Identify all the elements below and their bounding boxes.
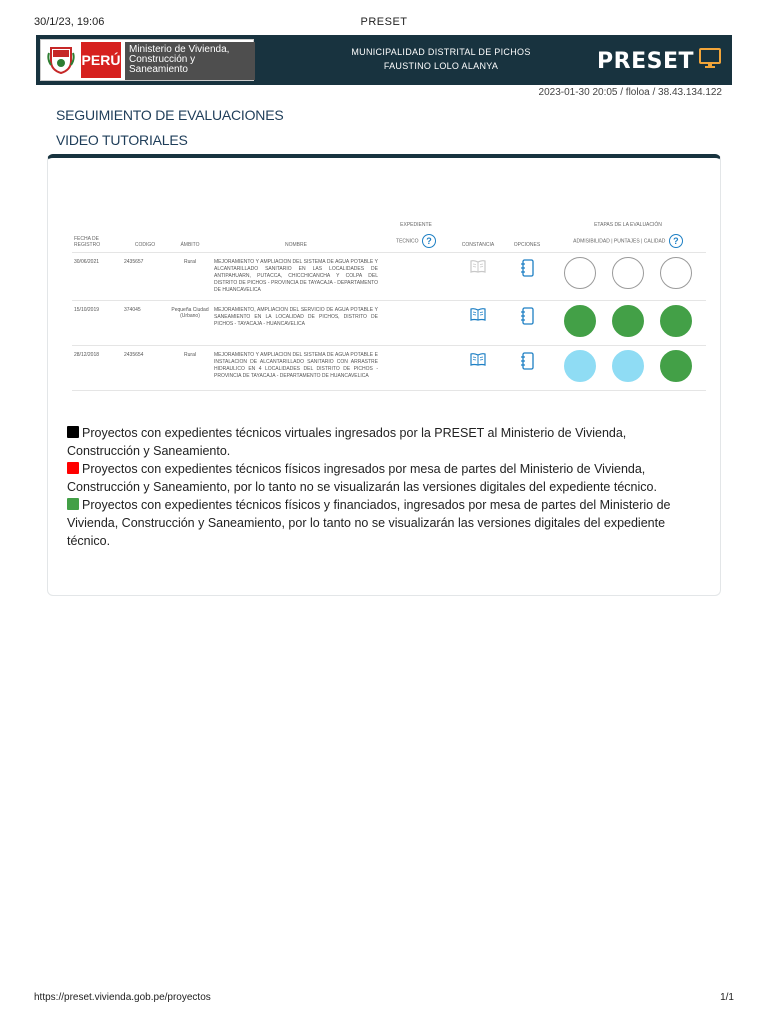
status-circle-calidad[interactable] xyxy=(660,305,692,337)
help-icon[interactable]: ? xyxy=(422,234,436,248)
legend-item-black xyxy=(67,424,697,460)
cell-opciones xyxy=(504,253,550,301)
print-page-title: PRESET xyxy=(360,16,408,28)
peru-label: PERÚ xyxy=(81,42,121,78)
cell-fecha: 30/06/2021 xyxy=(72,253,122,301)
legend-item-red xyxy=(67,460,697,496)
col-codigo: CODIGO xyxy=(122,210,168,253)
cell-expediente xyxy=(380,346,452,391)
col-expediente-label: EXPEDIENTE xyxy=(400,222,432,228)
red-square-icon xyxy=(67,462,79,474)
print-header xyxy=(34,16,734,30)
notebook-icon[interactable] xyxy=(520,321,534,327)
projects-card xyxy=(47,154,721,596)
cell-nombre: MEJORAMIENTO Y AMPLIACION DEL SISTEMA DE AGUA POTABLE E INSTALACION DE ALCANTARILLADO SANITARIO CON ARRASTRE HIDRAULICO EN 4 LOCALIDADES DEL DISTRITO DE PICHOS - PROVINCIA DE TAYACAJA - DEPARTAMENTO DE HUANCAVELICA xyxy=(212,346,380,391)
table-header-row xyxy=(72,210,706,253)
table-row xyxy=(72,301,706,346)
preset-brand[interactable] xyxy=(597,49,722,73)
cell-nombre: MEJORAMIENTO Y AMPLIACION DEL SISTEMA DE AGUA POTABLE Y ALCANTARILLADO SANITARIO EN LAS LOCALIDADES DE ANTIPAHUARN, PUTACCA, CHICCHICANCHA Y COLPA DEL DISTRITO DE PICHOS - PROVINCIA DE TAYACAJA - DEPARTAMENTO DE HUANCAVELICA xyxy=(212,253,380,301)
cell-ambito: Rural xyxy=(168,346,212,391)
government-logo[interactable] xyxy=(40,39,254,81)
brand-name: PRESET xyxy=(597,48,694,74)
cell-fecha: 15/10/2019 xyxy=(72,301,122,346)
cell-opciones xyxy=(504,301,550,346)
print-page-count: 1/1 xyxy=(720,992,734,1003)
status-circle-admisibilidad[interactable] xyxy=(564,350,596,382)
table-row xyxy=(72,253,706,301)
status-circle-calidad[interactable] xyxy=(660,350,692,382)
cell-etapas xyxy=(550,253,706,301)
nav-tutoriales-link[interactable]: VIDEO TUTORIALES xyxy=(56,132,188,148)
status-circle-admisibilidad[interactable] xyxy=(564,305,596,337)
session-info: 2023-01-30 20:05 / floloa / 38.43.134.122 xyxy=(538,87,722,98)
cell-codigo: 374045 xyxy=(122,301,168,346)
legend-item-green xyxy=(67,496,697,550)
print-footer xyxy=(34,992,734,1006)
monitor-icon xyxy=(698,47,722,75)
cell-constancia xyxy=(452,346,504,391)
status-circle-puntajes[interactable] xyxy=(612,305,644,337)
legend-red-text: Proyectos con expedientes técnicos físicos ingresados por mesa de partes del Ministerio de Vivienda, Construcción y Saneamiento, por lo tanto no se visualizarán las versiones digitales del expediente técnico. xyxy=(67,462,657,494)
status-circle-calidad[interactable] xyxy=(660,257,692,289)
cell-nombre: MEJORAMIENTO, AMPLIACION DEL SERVICIO DE AGUA POTABLE Y SANEAMIENTO EN LA LOCALIDAD DE PICHOS, DISTRITO DE PICHOS - TAYACAJA - HUANCAVELICA xyxy=(212,301,380,346)
status-circle-admisibilidad[interactable] xyxy=(564,257,596,289)
legend-green-text: Proyectos con expedientes técnicos físicos y financiados, ingresados por mesa de partes del Ministerio de Vivienda, Construcción y Saneamiento, por lo tanto no se visualizarán las versiones digitales del expediente técnico. xyxy=(67,498,671,548)
cell-codigo: 2435657 xyxy=(122,253,168,301)
ministry-label: Ministerio de Vivienda, Construcción y Saneamiento xyxy=(125,42,255,80)
notebook-icon[interactable] xyxy=(520,366,534,372)
cell-codigo: 2435654 xyxy=(122,346,168,391)
col-constancia: CONSTANCIA xyxy=(452,210,504,253)
coat-of-arms-icon xyxy=(45,44,77,76)
cell-etapas xyxy=(550,346,706,391)
col-etapas-label: ETAPAS DE LA EVALUACIÓN xyxy=(594,222,662,228)
col-nombre: NOMBRE xyxy=(212,210,380,253)
col-opciones: OPCIONES xyxy=(504,210,550,253)
notebook-icon[interactable] xyxy=(520,273,534,279)
legend-black-text: Proyectos con expedientes técnicos virtuales ingresados por la PRESET al Ministerio de Vivienda, Construcción y Saneamiento. xyxy=(67,426,627,458)
status-circle-puntajes[interactable] xyxy=(612,350,644,382)
user-info xyxy=(336,45,546,73)
nav-seguimiento-link[interactable]: SEGUIMIENTO DE EVALUACIONES xyxy=(56,107,284,123)
cell-constancia xyxy=(452,301,504,346)
col-etapas-sub: ADMISIBILIDAD | PUNTAJES | CALIDAD xyxy=(573,238,666,245)
cell-constancia xyxy=(452,253,504,301)
cell-etapas xyxy=(550,301,706,346)
col-fecha: FECHA DE REGISTRO xyxy=(72,210,122,253)
col-tecnico-label: TECNICO xyxy=(396,238,419,245)
cell-fecha: 28/12/2018 xyxy=(72,346,122,391)
col-ambito: ÁMBITO xyxy=(168,210,212,253)
cell-opciones xyxy=(504,346,550,391)
table-row xyxy=(72,346,706,391)
legend xyxy=(67,424,697,550)
cell-expediente xyxy=(380,253,452,301)
col-expediente xyxy=(380,210,452,253)
book-icon[interactable] xyxy=(470,362,486,368)
user-name: FAUSTINO LOLO ALANYA xyxy=(383,61,499,71)
print-url: https://preset.vivienda.gob.pe/proyectos xyxy=(34,992,211,1003)
book-icon xyxy=(470,269,486,275)
cell-ambito: Rural xyxy=(168,253,212,301)
status-circle-puntajes[interactable] xyxy=(612,257,644,289)
top-header xyxy=(36,35,732,85)
col-etapas xyxy=(550,210,706,253)
cell-expediente xyxy=(380,301,452,346)
cell-ambito: Pequeña Ciudad (Urbano) xyxy=(168,301,212,346)
projects-table xyxy=(72,210,706,391)
green-square-icon xyxy=(67,498,79,510)
print-datetime: 30/1/23, 19:06 xyxy=(34,16,105,28)
help-icon[interactable]: ? xyxy=(669,234,683,248)
black-square-icon xyxy=(67,426,79,438)
book-icon[interactable] xyxy=(470,317,486,323)
municipality-name: MUNICIPALIDAD DISTRITAL DE PICHOS xyxy=(351,47,531,57)
